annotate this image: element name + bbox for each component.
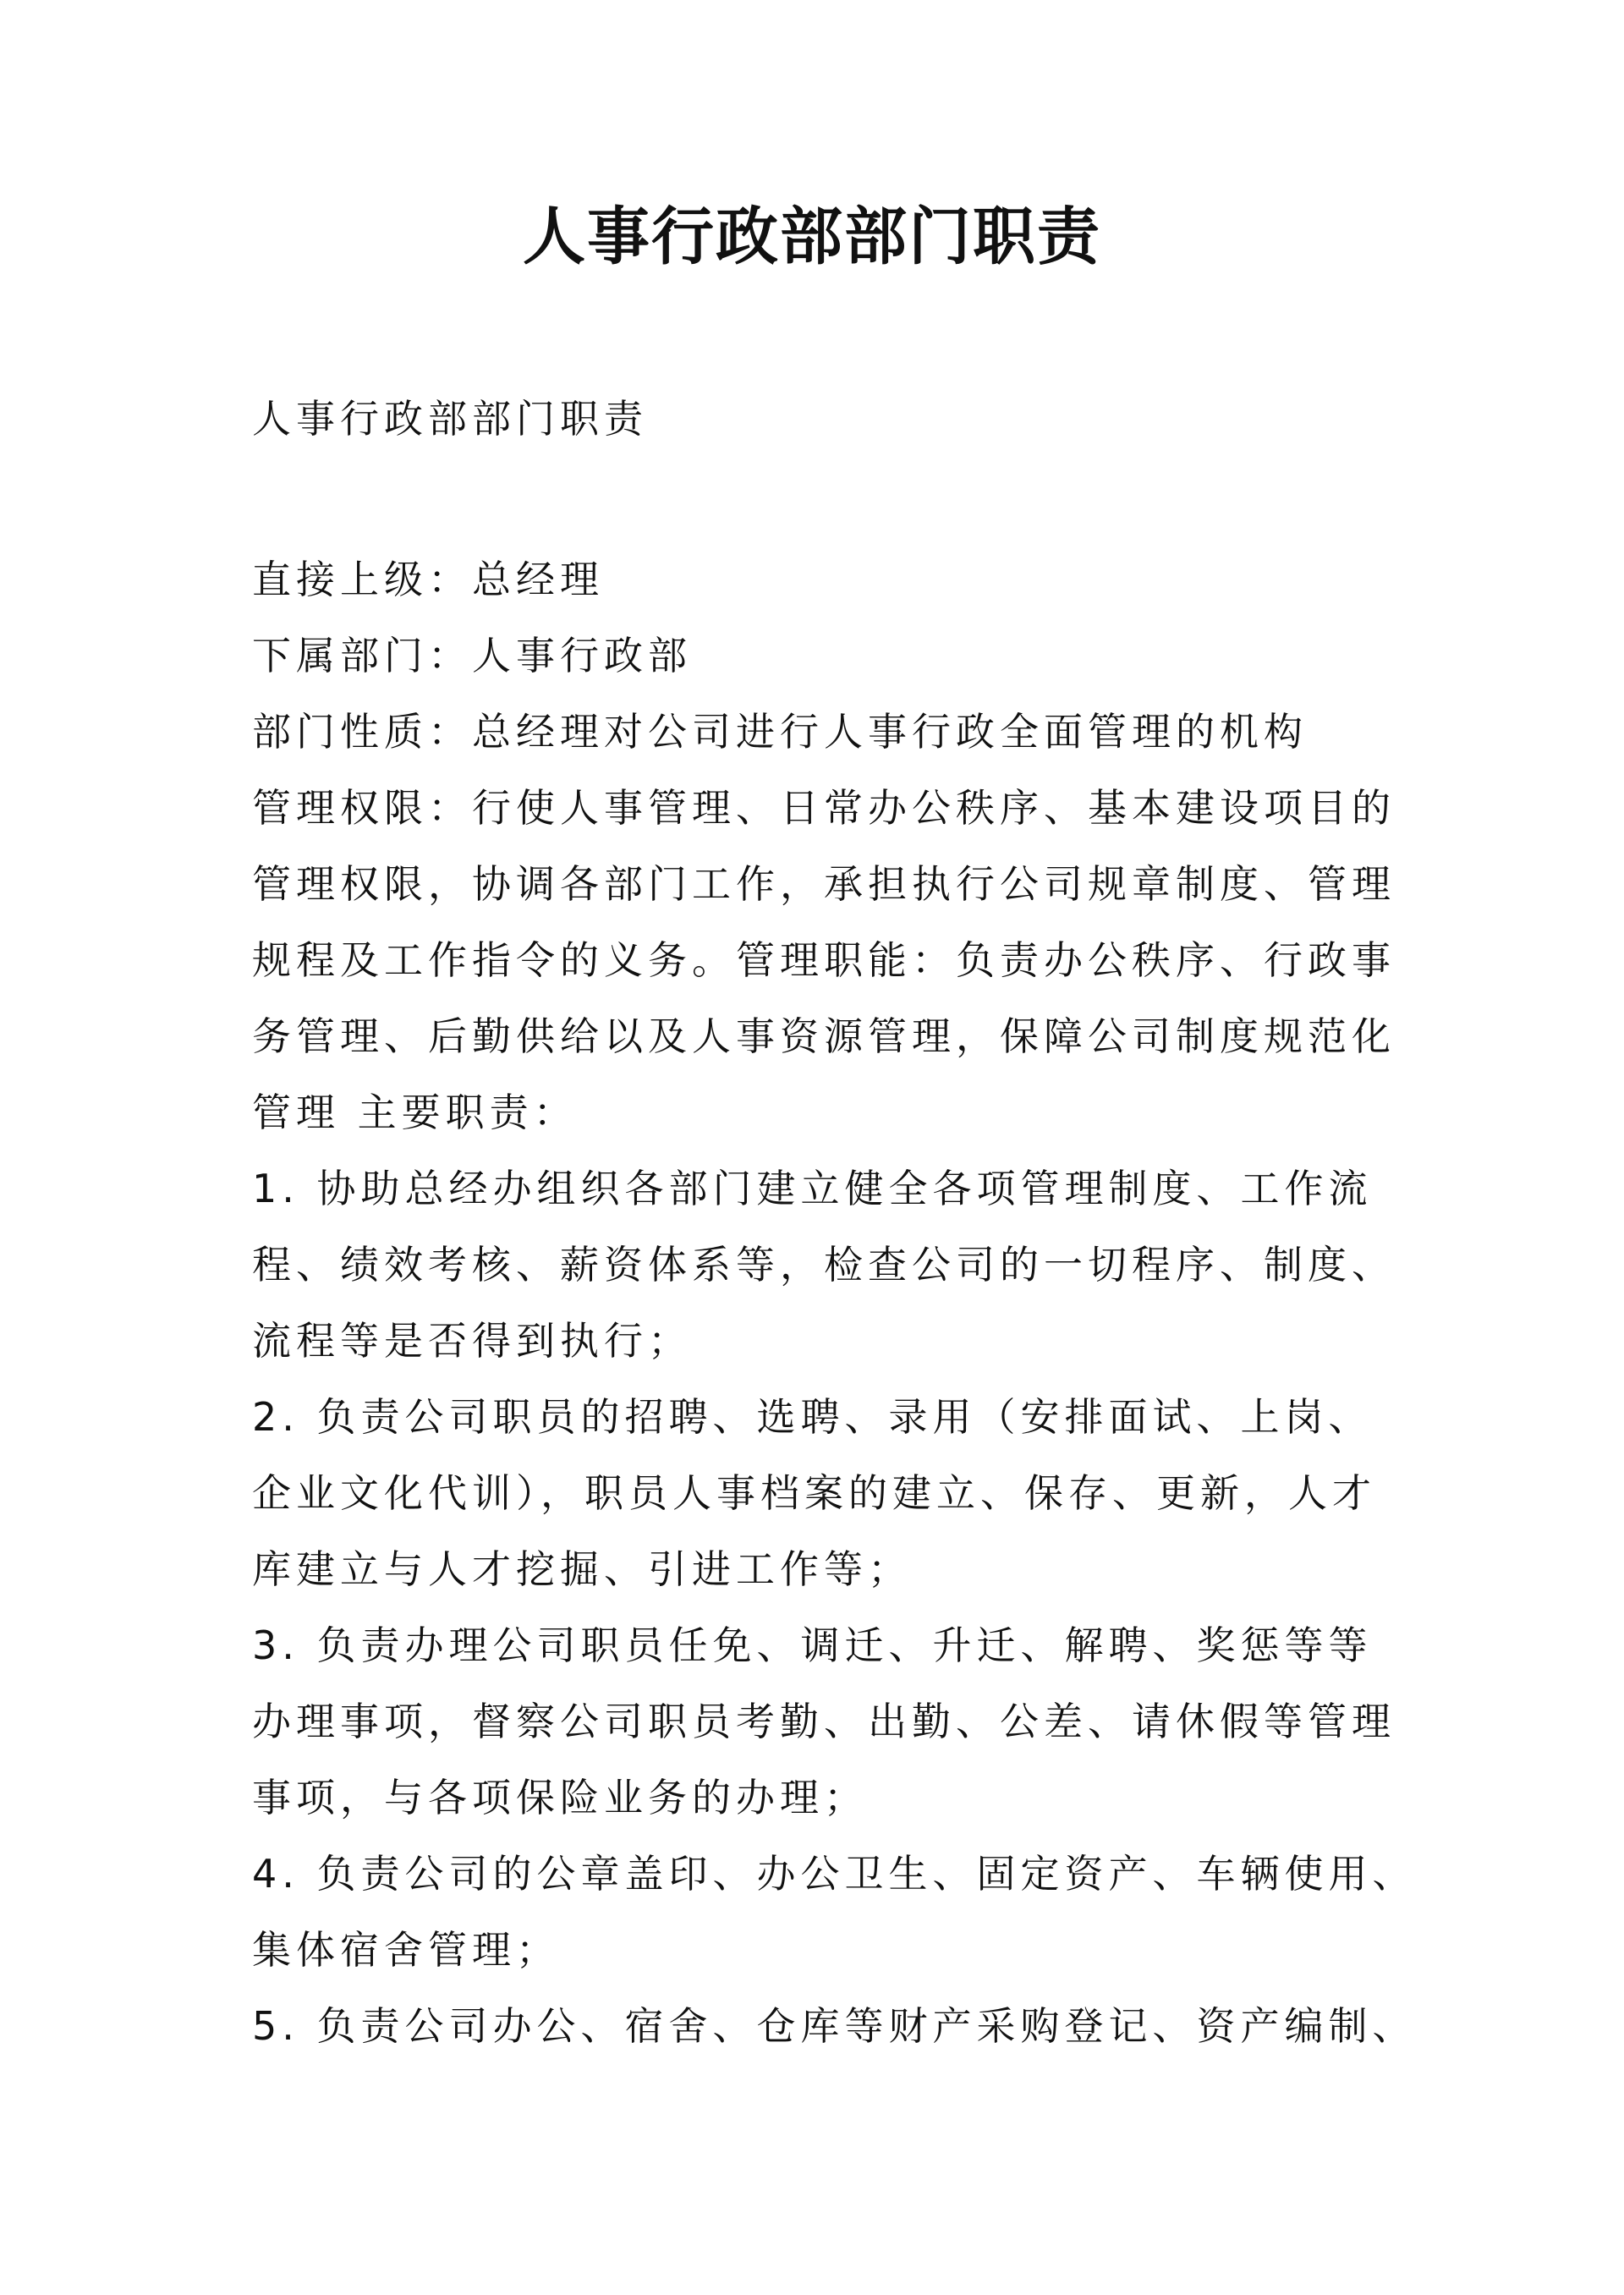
text-line: 库建立与人才挖掘、引进工作等；: [252, 1546, 912, 1592]
text-line: 管理权限，协调各部门工作，承担执行公司规章制度、管理: [252, 861, 1396, 907]
text-line: 流程等是否得到执行；: [252, 1318, 692, 1364]
text-line: 3. 负责办理公司职员任免、调迁、升迁、解聘、奖惩等等: [252, 1622, 1373, 1668]
text-line: 管理权限：行使人事管理、日常办公秩序、基本建设项目的: [252, 785, 1396, 831]
text-line: 程、绩效考核、薪资体系等，检查公司的一切程序、制度、: [252, 1242, 1396, 1288]
text-line: 集体宿舍管理；: [252, 1927, 560, 1973]
text-line: 5. 负责公司办公、宿舍、仓库等财产采购登记、资产编制、: [252, 2003, 1417, 2049]
text-line: 规程及工作指令的义务。管理职能：负责办公秩序、行政事: [252, 937, 1396, 983]
paragraph-spacer: [252, 457, 1419, 541]
text-line: 部门性质：总经理对公司进行人事行政全面管理的机构: [252, 709, 1308, 755]
document-title: 人事行政部部门职责: [523, 200, 1101, 273]
text-line: 办理事项，督察公司职员考勤、出勤、公差、请休假等管理: [252, 1699, 1396, 1744]
text-line: 1. 协助总经办组织各部门建立健全各项管理制度、工作流: [252, 1166, 1373, 1211]
text-line: 管理 主要职责：: [252, 1090, 578, 1135]
text-line: 直接上级：总经理: [252, 557, 604, 602]
text-line: 事项，与各项保险业务的办理；: [252, 1775, 868, 1820]
text-line: 4. 负责公司的公章盖印、办公卫生、固定资产、车辆使用、: [252, 1851, 1417, 1897]
document-subtitle: 人事行政部部门职责: [252, 396, 648, 442]
document-body: [252, 381, 1419, 2064]
text-line: 务管理、后勤供给以及人事资源管理，保障公司制度规范化: [252, 1013, 1396, 1059]
text-line: 企业文化代训），职员人事档案的建立、保存、更新，人才: [252, 1470, 1376, 1516]
text-line: 2. 负责公司职员的招聘、选聘、录用（安排面试、上岗、: [252, 1394, 1373, 1440]
text-line: 下属部门：人事行政部: [252, 633, 692, 678]
